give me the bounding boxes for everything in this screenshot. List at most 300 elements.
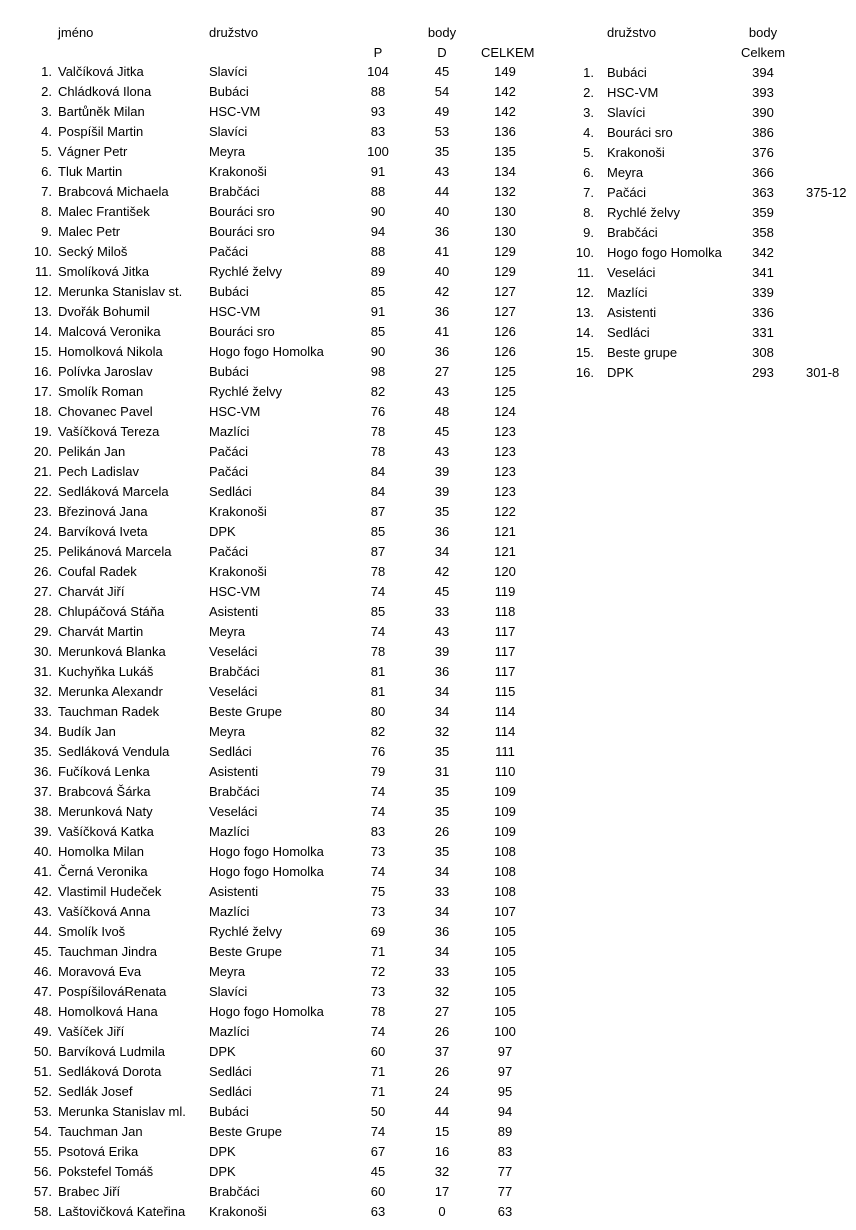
player-row [0,582,540,602]
player-name: Moravová Eva [58,964,142,979]
player-points-d: 34 [434,904,450,919]
player-team: Slavíci [209,124,248,139]
player-team: Meyra [209,624,246,639]
player-name: Pelikánová Marcela [58,544,172,559]
player-points-d: 53 [434,124,450,139]
player-total: 119 [494,584,516,599]
player-total: 142 [494,104,516,119]
team-total: 308 [752,345,774,360]
player-points-p: 78 [370,564,386,579]
player-total: 129 [494,264,516,279]
player-name: Barvíková Ludmila [58,1044,165,1059]
player-points-p: 74 [370,1124,386,1139]
team-total: 359 [752,205,774,220]
player-points-p: 85 [370,284,386,299]
player-team: Brabčáci [209,184,260,199]
player-rank: 41. [33,864,52,879]
player-row [0,662,540,682]
player-name: Brabcová Michaela [58,184,169,199]
team-rank: 3. [583,105,594,120]
player-rank: 31. [33,664,52,679]
player-rank: 16. [33,364,52,379]
player-row [0,1062,540,1082]
player-name: Tauchman Radek [58,704,160,719]
player-name: Březinová Jana [58,504,148,519]
player-team: HSC-VM [209,584,261,599]
player-team: Sedláci [209,484,252,499]
team-name: Mazlíci [607,285,648,300]
player-name: Brabec Jiří [58,1184,121,1199]
player-rank: 14. [33,324,52,339]
player-team: Krakonoši [209,564,267,579]
player-points-d: 45 [434,64,450,79]
player-rank: 23. [33,504,52,519]
team-rank: 9. [583,225,594,240]
team-name: Beste grupe [607,345,678,360]
team-rank: 10. [575,245,594,260]
player-total: 122 [494,504,516,519]
player-name: Sedláková Dorota [58,1064,162,1079]
player-rank: 39. [33,824,52,839]
header-p: P [373,45,383,60]
player-rank: 30. [33,644,52,659]
player-name: Malec František [58,204,150,219]
player-row [0,882,540,902]
player-team: DPK [209,524,236,539]
player-total: 120 [494,564,516,579]
team-rank: 14. [575,325,594,340]
player-name: Sedláková Vendula [58,744,170,759]
player-team: Hogo fogo Homolka [209,844,324,859]
player-points-p: 63 [370,1204,386,1219]
player-rank: 48. [33,1004,52,1019]
player-team: Veseláci [209,804,258,819]
player-points-d: 24 [434,1084,450,1099]
team-row [0,183,856,203]
player-team: Slavíci [209,984,248,999]
team-row [0,83,856,103]
player-rank: 36. [33,764,52,779]
player-rank: 33. [33,704,52,719]
team-name: Veseláci [607,265,656,280]
player-rank: 7. [41,184,52,199]
player-name: Coufal Radek [58,564,137,579]
player-total: 121 [494,544,516,559]
player-total: 142 [494,84,516,99]
player-points-d: 39 [434,484,450,499]
player-name: Dvořák Bohumil [58,304,150,319]
team-name: Bubáci [607,65,647,80]
player-row [0,542,540,562]
player-rank: 38. [33,804,52,819]
player-rank: 4. [41,124,52,139]
player-points-d: 33 [434,884,450,899]
player-name: Laštovičková Kateřina [58,1204,186,1219]
player-name: Sedlák Josef [58,1084,133,1099]
player-points-p: 84 [370,464,386,479]
team-total: 358 [752,225,774,240]
player-points-d: 43 [434,444,450,459]
player-points-p: 74 [370,624,386,639]
player-name: Vlastimil Hudeček [58,884,162,899]
player-points-p: 75 [370,884,386,899]
player-total: 132 [494,184,516,199]
player-points-d: 26 [434,824,450,839]
player-points-p: 85 [370,604,386,619]
player-rank: 22. [33,484,52,499]
player-team: Rychlé želvy [209,924,282,939]
player-total: 136 [494,124,516,139]
team-rank: 2. [583,85,594,100]
player-rank: 2. [41,84,52,99]
player-row [0,922,540,942]
team-name: Bouráci sro [607,125,673,140]
player-points-d: 39 [434,464,450,479]
team-note: 301-8 [806,365,840,380]
player-points-p: 74 [370,1024,386,1039]
player-rank: 11. [34,264,52,279]
player-rank: 45. [33,944,52,959]
player-team: Mazlíci [209,424,250,439]
player-points-p: 87 [370,504,386,519]
team-total: 342 [752,245,774,260]
player-rank: 6. [41,164,52,179]
player-rank: 12. [33,284,52,299]
player-team: HSC-VM [209,104,261,119]
player-total: 77 [497,1164,513,1179]
player-total: 107 [494,904,516,919]
player-total: 125 [494,364,516,379]
player-row [0,762,540,782]
player-total: 77 [497,1184,513,1199]
team-total: 386 [752,125,774,140]
team-name: HSC-VM [607,85,659,100]
player-points-p: 85 [370,324,386,339]
team-note: 375-12 [806,185,847,200]
player-rank: 56. [33,1164,52,1179]
right-header-body: body [748,25,778,40]
player-points-p: 78 [370,1004,386,1019]
player-points-p: 76 [370,404,386,419]
player-team: Krakonoši [209,1204,267,1219]
player-rank: 32. [33,684,52,699]
player-row [0,442,540,462]
player-total: 126 [494,344,516,359]
player-points-p: 90 [370,344,386,359]
player-team: Bubáci [209,1104,249,1119]
player-name: Vašíčková Tereza [58,424,160,439]
player-rank: 49. [33,1024,52,1039]
player-team: Sedláci [209,1084,252,1099]
player-points-p: 82 [370,724,386,739]
player-rank: 18. [33,404,52,419]
player-team: HSC-VM [209,404,261,419]
player-team: Rychlé želvy [209,384,282,399]
player-points-p: 100 [367,144,389,159]
player-points-d: 39 [434,644,450,659]
player-points-d: 34 [434,864,450,879]
player-total: 63 [497,1204,513,1219]
player-row [0,702,540,722]
player-name: Tauchman Jan [58,1124,143,1139]
player-rank: 42. [33,884,52,899]
team-total: 393 [752,85,774,100]
player-name: Merunková Naty [58,804,153,819]
player-row [0,822,540,842]
team-row [0,263,856,283]
player-rank: 25. [33,544,52,559]
player-total: 109 [494,804,516,819]
player-total: 117 [494,644,516,659]
player-points-p: 76 [370,744,386,759]
player-name: Chládková Ilona [58,84,152,99]
player-points-p: 60 [370,1044,386,1059]
player-points-d: 17 [434,1184,450,1199]
player-points-p: 93 [370,104,386,119]
player-name: Vašíček Jiří [58,1024,125,1039]
player-name: Sedláková Marcela [58,484,169,499]
team-name: Sedláci [607,325,650,340]
player-points-d: 35 [434,744,450,759]
player-total: 117 [494,624,516,639]
player-name: Charvát Jiří [58,584,125,599]
player-name: Chlupáčová Stáňa [58,604,165,619]
player-name: Valčíková Jitka [58,64,144,79]
player-name: Merunka Alexandr [58,684,163,699]
player-team: Slavíci [209,64,248,79]
player-points-d: 33 [434,604,450,619]
player-name: Fučíková Lenka [58,764,150,779]
team-row [0,283,856,303]
player-name: Černá Veronika [58,864,148,879]
player-rank: 55. [33,1144,52,1159]
player-total: 105 [494,984,516,999]
player-total: 123 [494,424,516,439]
player-team: Sedláci [209,1064,252,1079]
player-name: Budík Jan [58,724,116,739]
player-rank: 19. [33,424,52,439]
player-points-p: 74 [370,784,386,799]
player-total: 114 [494,704,516,719]
player-row [0,842,540,862]
player-total: 97 [497,1064,513,1079]
player-points-p: 67 [370,1144,386,1159]
team-total: 390 [752,105,774,120]
player-row [0,682,540,702]
player-name: Homolková Nikola [58,344,163,359]
team-row [0,343,856,363]
player-row [0,1202,540,1222]
team-row [0,363,856,383]
player-name: Barvíková Iveta [58,524,148,539]
player-points-p: 71 [370,1084,386,1099]
player-total: 109 [494,824,516,839]
player-points-p: 80 [370,704,386,719]
team-rank: 11. [576,265,594,280]
player-rank: 52. [33,1084,52,1099]
player-total: 127 [494,284,516,299]
player-points-d: 42 [434,564,450,579]
team-total: 363 [752,185,774,200]
player-row [0,402,540,422]
right-header-celkem: Celkem [740,45,786,60]
team-row [0,223,856,243]
player-rank: 5. [41,144,52,159]
team-name: Brabčáci [607,225,658,240]
player-rank: 29. [33,624,52,639]
player-points-d: 36 [434,344,450,359]
team-row [0,63,856,83]
player-total: 117 [494,664,516,679]
player-total: 97 [497,1044,513,1059]
player-points-d: 45 [434,584,450,599]
player-name: Tluk Martin [58,164,123,179]
player-team: Bubáci [209,84,249,99]
player-points-d: 48 [434,404,450,419]
player-total: 108 [494,844,516,859]
player-team: Veseláci [209,644,258,659]
player-points-d: 35 [434,804,450,819]
team-rank: 7. [583,185,594,200]
player-rank: 54. [33,1124,52,1139]
player-team: DPK [209,1144,236,1159]
player-team: DPK [209,1044,236,1059]
player-points-p: 72 [370,964,386,979]
header-celkem: CELKEM [481,45,535,60]
team-rank: 1. [583,65,594,80]
player-team: Pačáci [209,244,249,259]
player-row [0,562,540,582]
player-total: 125 [494,384,516,399]
player-rank: 27. [33,584,52,599]
player-points-p: 84 [370,484,386,499]
player-points-p: 104 [367,64,389,79]
player-points-d: 36 [434,924,450,939]
player-points-p: 87 [370,544,386,559]
player-team: Rychlé želvy [209,264,282,279]
player-rank: 51. [33,1064,52,1079]
player-total: 100 [494,1024,516,1039]
player-total: 105 [494,1004,516,1019]
team-row [0,123,856,143]
player-points-d: 43 [434,624,450,639]
player-rank: 37. [33,784,52,799]
player-points-p: 79 [370,764,386,779]
team-rank: 8. [583,205,594,220]
team-row [0,243,856,263]
player-name: Merunková Blanka [58,644,166,659]
team-total: 394 [752,65,774,80]
player-name: Homolka Milan [58,844,144,859]
player-total: 118 [494,604,516,619]
player-points-p: 82 [370,384,386,399]
player-rank: 13. [33,304,52,319]
player-points-p: 73 [370,984,386,999]
player-rank: 17. [33,384,52,399]
player-team: Sedláci [209,744,252,759]
player-points-d: 36 [434,664,450,679]
player-points-p: 83 [370,124,386,139]
player-team: Meyra [209,964,246,979]
player-total: 123 [494,444,516,459]
player-name: Brabcová Šárka [58,784,151,799]
player-total: 105 [494,944,516,959]
player-team: Mazlíci [209,1024,250,1039]
player-points-d: 36 [434,304,450,319]
team-name: Hogo fogo Homolka [607,245,722,260]
player-team: Bouráci sro [209,224,275,239]
player-row [0,902,540,922]
player-points-p: 90 [370,204,386,219]
player-rank: 50. [33,1044,52,1059]
player-team: Hogo fogo Homolka [209,864,324,879]
player-rank: 53. [33,1104,52,1119]
player-total: 105 [494,924,516,939]
team-name: Rychlé želvy [607,205,680,220]
player-rank: 24. [33,524,52,539]
player-team: Veseláci [209,684,258,699]
player-points-p: 85 [370,524,386,539]
player-name: Smolíková Jitka [58,264,150,279]
player-row [0,642,540,662]
player-name: Pokstefel Tomáš [58,1164,154,1179]
player-points-d: 43 [434,164,450,179]
player-team: Pačáci [209,444,249,459]
player-rank: 20. [33,444,52,459]
player-points-d: 42 [434,284,450,299]
player-total: 135 [494,144,516,159]
player-total: 109 [494,784,516,799]
player-points-d: 36 [434,524,450,539]
header-druzstvo: družstvo [209,25,259,40]
header-body: body [427,25,457,40]
player-points-d: 35 [434,504,450,519]
player-points-p: 88 [370,244,386,259]
player-points-p: 78 [370,644,386,659]
player-points-p: 69 [370,924,386,939]
player-total: 127 [494,304,516,319]
player-total: 126 [494,324,516,339]
player-total: 110 [494,764,516,779]
player-points-p: 74 [370,804,386,819]
player-row [0,862,540,882]
team-total: 293 [752,365,774,380]
player-points-d: 27 [434,1004,450,1019]
player-points-d: 54 [434,84,450,99]
player-team: Meyra [209,144,246,159]
player-row [0,522,540,542]
player-rank: 57. [33,1184,52,1199]
team-name: DPK [607,365,634,380]
player-rank: 58. [33,1204,52,1219]
team-row [0,163,856,183]
player-points-p: 74 [370,584,386,599]
player-name: Charvát Martin [58,624,144,639]
player-points-d: 26 [434,1024,450,1039]
team-rank: 6. [583,165,594,180]
player-name: Merunka Stanislav ml. [58,1104,186,1119]
player-rank: 28. [33,604,52,619]
header-d: D [437,45,447,60]
player-row [0,482,540,502]
player-team: HSC-VM [209,304,261,319]
player-total: 111 [495,744,515,759]
player-points-d: 16 [434,1144,450,1159]
player-total: 94 [497,1104,513,1119]
player-row [0,1122,540,1142]
player-points-p: 71 [370,1064,386,1079]
team-name: Krakonoši [607,145,665,160]
